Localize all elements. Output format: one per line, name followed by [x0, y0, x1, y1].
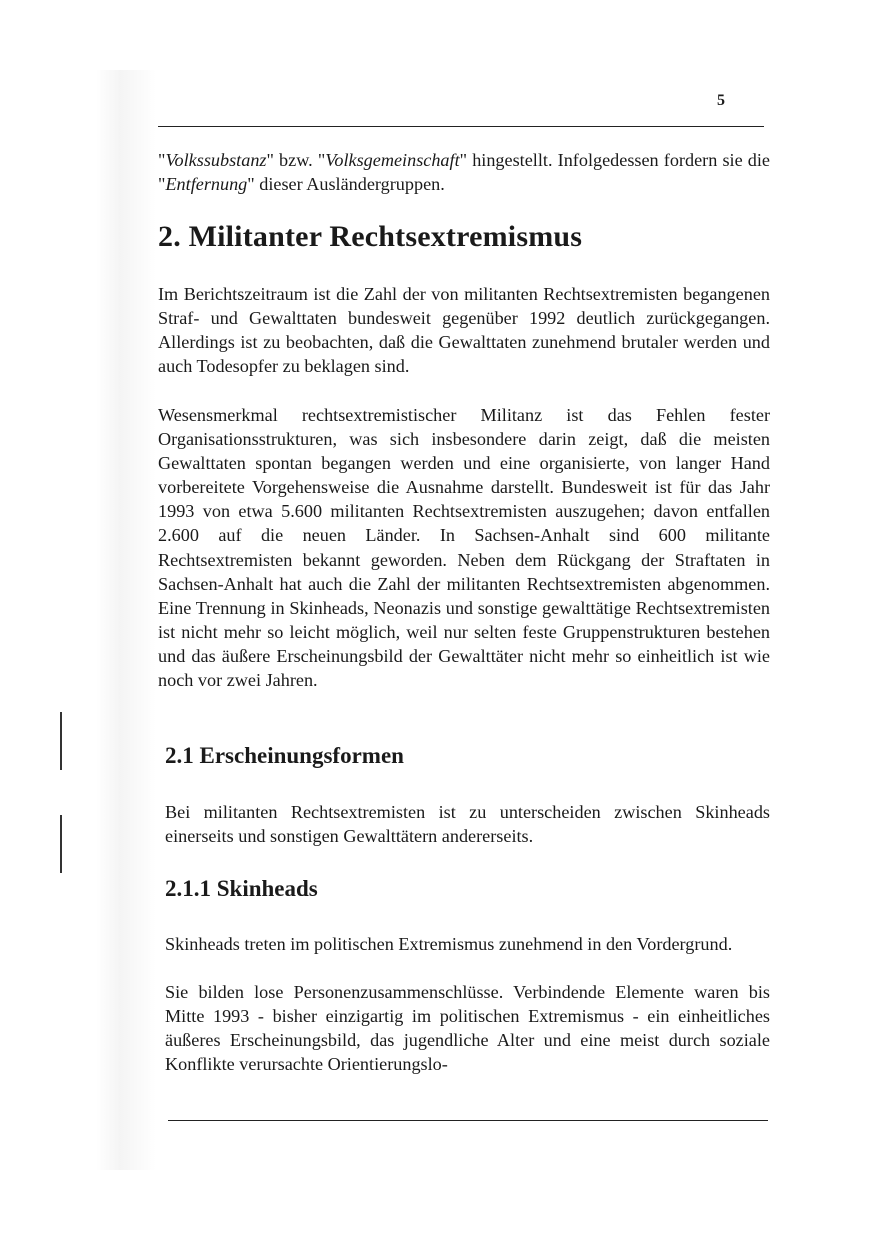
text-run: " dieser Ausländergruppen.: [247, 174, 445, 195]
footer-rule: [168, 1120, 768, 1121]
margin-bar-mark: [60, 712, 62, 770]
section-2-heading: 2. Militanter Rechtsextremismus: [158, 220, 583, 253]
scan-binding-shadow: [96, 70, 156, 1170]
italic-term: Volksgemeinschaft: [325, 150, 460, 170]
italic-term: Entfernung: [165, 174, 248, 195]
section-2-1-1-paragraph-1: Skinheads treten im politischen Extremismus zunehmend in den Vordergrund.: [165, 934, 733, 954]
header-rule: [158, 126, 764, 127]
margin-bar-mark: [60, 815, 62, 873]
section-2-1-heading: 2.1 Erscheinungsformen: [165, 743, 404, 768]
section-2-paragraph-1: Im Berichtszeitraum ist die Zahl der von militanten Rechtsextremisten begangenen Straf- und Gewalttaten bundesweit gegenüber 1992 deutlich zurückgegangen. Allerdings ist zu beobachten, daß die Gewalttaten zunehmend brutaler werden und auch Todesopfer zu beklagen sind.: [158, 284, 770, 377]
text-run: " bzw. ": [266, 150, 326, 170]
section-2-1-1-paragraph-2: Sie bilden lose Personenzusammenschlüsse. Verbindende Elemente waren bis Mitte 1993 - bisher einzigartig im politischen Extremismus - ein einheitliches äußeres Erscheinungsbild, das jugendliche Alter und eine meist durch soziale Konflikte verursachte Orientierungslo-: [165, 982, 770, 1075]
section-2-1-paragraph: Bei militanten Rechtsextremisten ist zu unterscheiden zwischen Skinheads einerseits und sonstigen Gewalttätern andererseits.: [165, 802, 770, 847]
section-2-1-1-heading: 2.1.1 Skinheads: [165, 876, 318, 901]
page-number: 5: [717, 92, 725, 109]
italic-term: Volkssubstanz: [165, 150, 267, 170]
section-2-paragraph-2: Wesensmerkmal rechtsextremistischer Militanz ist das Fehlen fester Organisationsstrukturen, was sich insbesondere darin zeigt, daß die meisten Gewalttaten spontan begangen werden und eine organisierte, von langer Hand vorbereitete Vorgehensweise die Ausnahme darstellt. Bundesweit ist für das Jahr 1993 von etwa 5.600 militanten Rechtsextremisten auszugehen; davon entfallen 2.600 auf die neuen Länder. In Sachsen-Anhalt sind 600 militante Rechtsextremisten bekannt geworden. Neben dem Rückgang der Straftaten in Sachsen-Anhalt hat auch die Zahl der militanten Rechtsextremisten abgenommen. Eine Trennung in Skinheads, Neonazis und sonstige gewalttätige Rechtsextremisten ist nicht mehr so leicht möglich, weil nur selten feste Gruppenstrukturen bestehen und das äußere Erscheinungsbild der Gewalttäter nicht mehr so einheitlich ist wie noch vor zwei Jahren.: [158, 405, 770, 691]
text-run: " hingestellt. Infolgedessen fordern sie die ": [158, 150, 770, 195]
intro-paragraph: [158, 148, 770, 196]
text-run: ": [158, 150, 166, 170]
